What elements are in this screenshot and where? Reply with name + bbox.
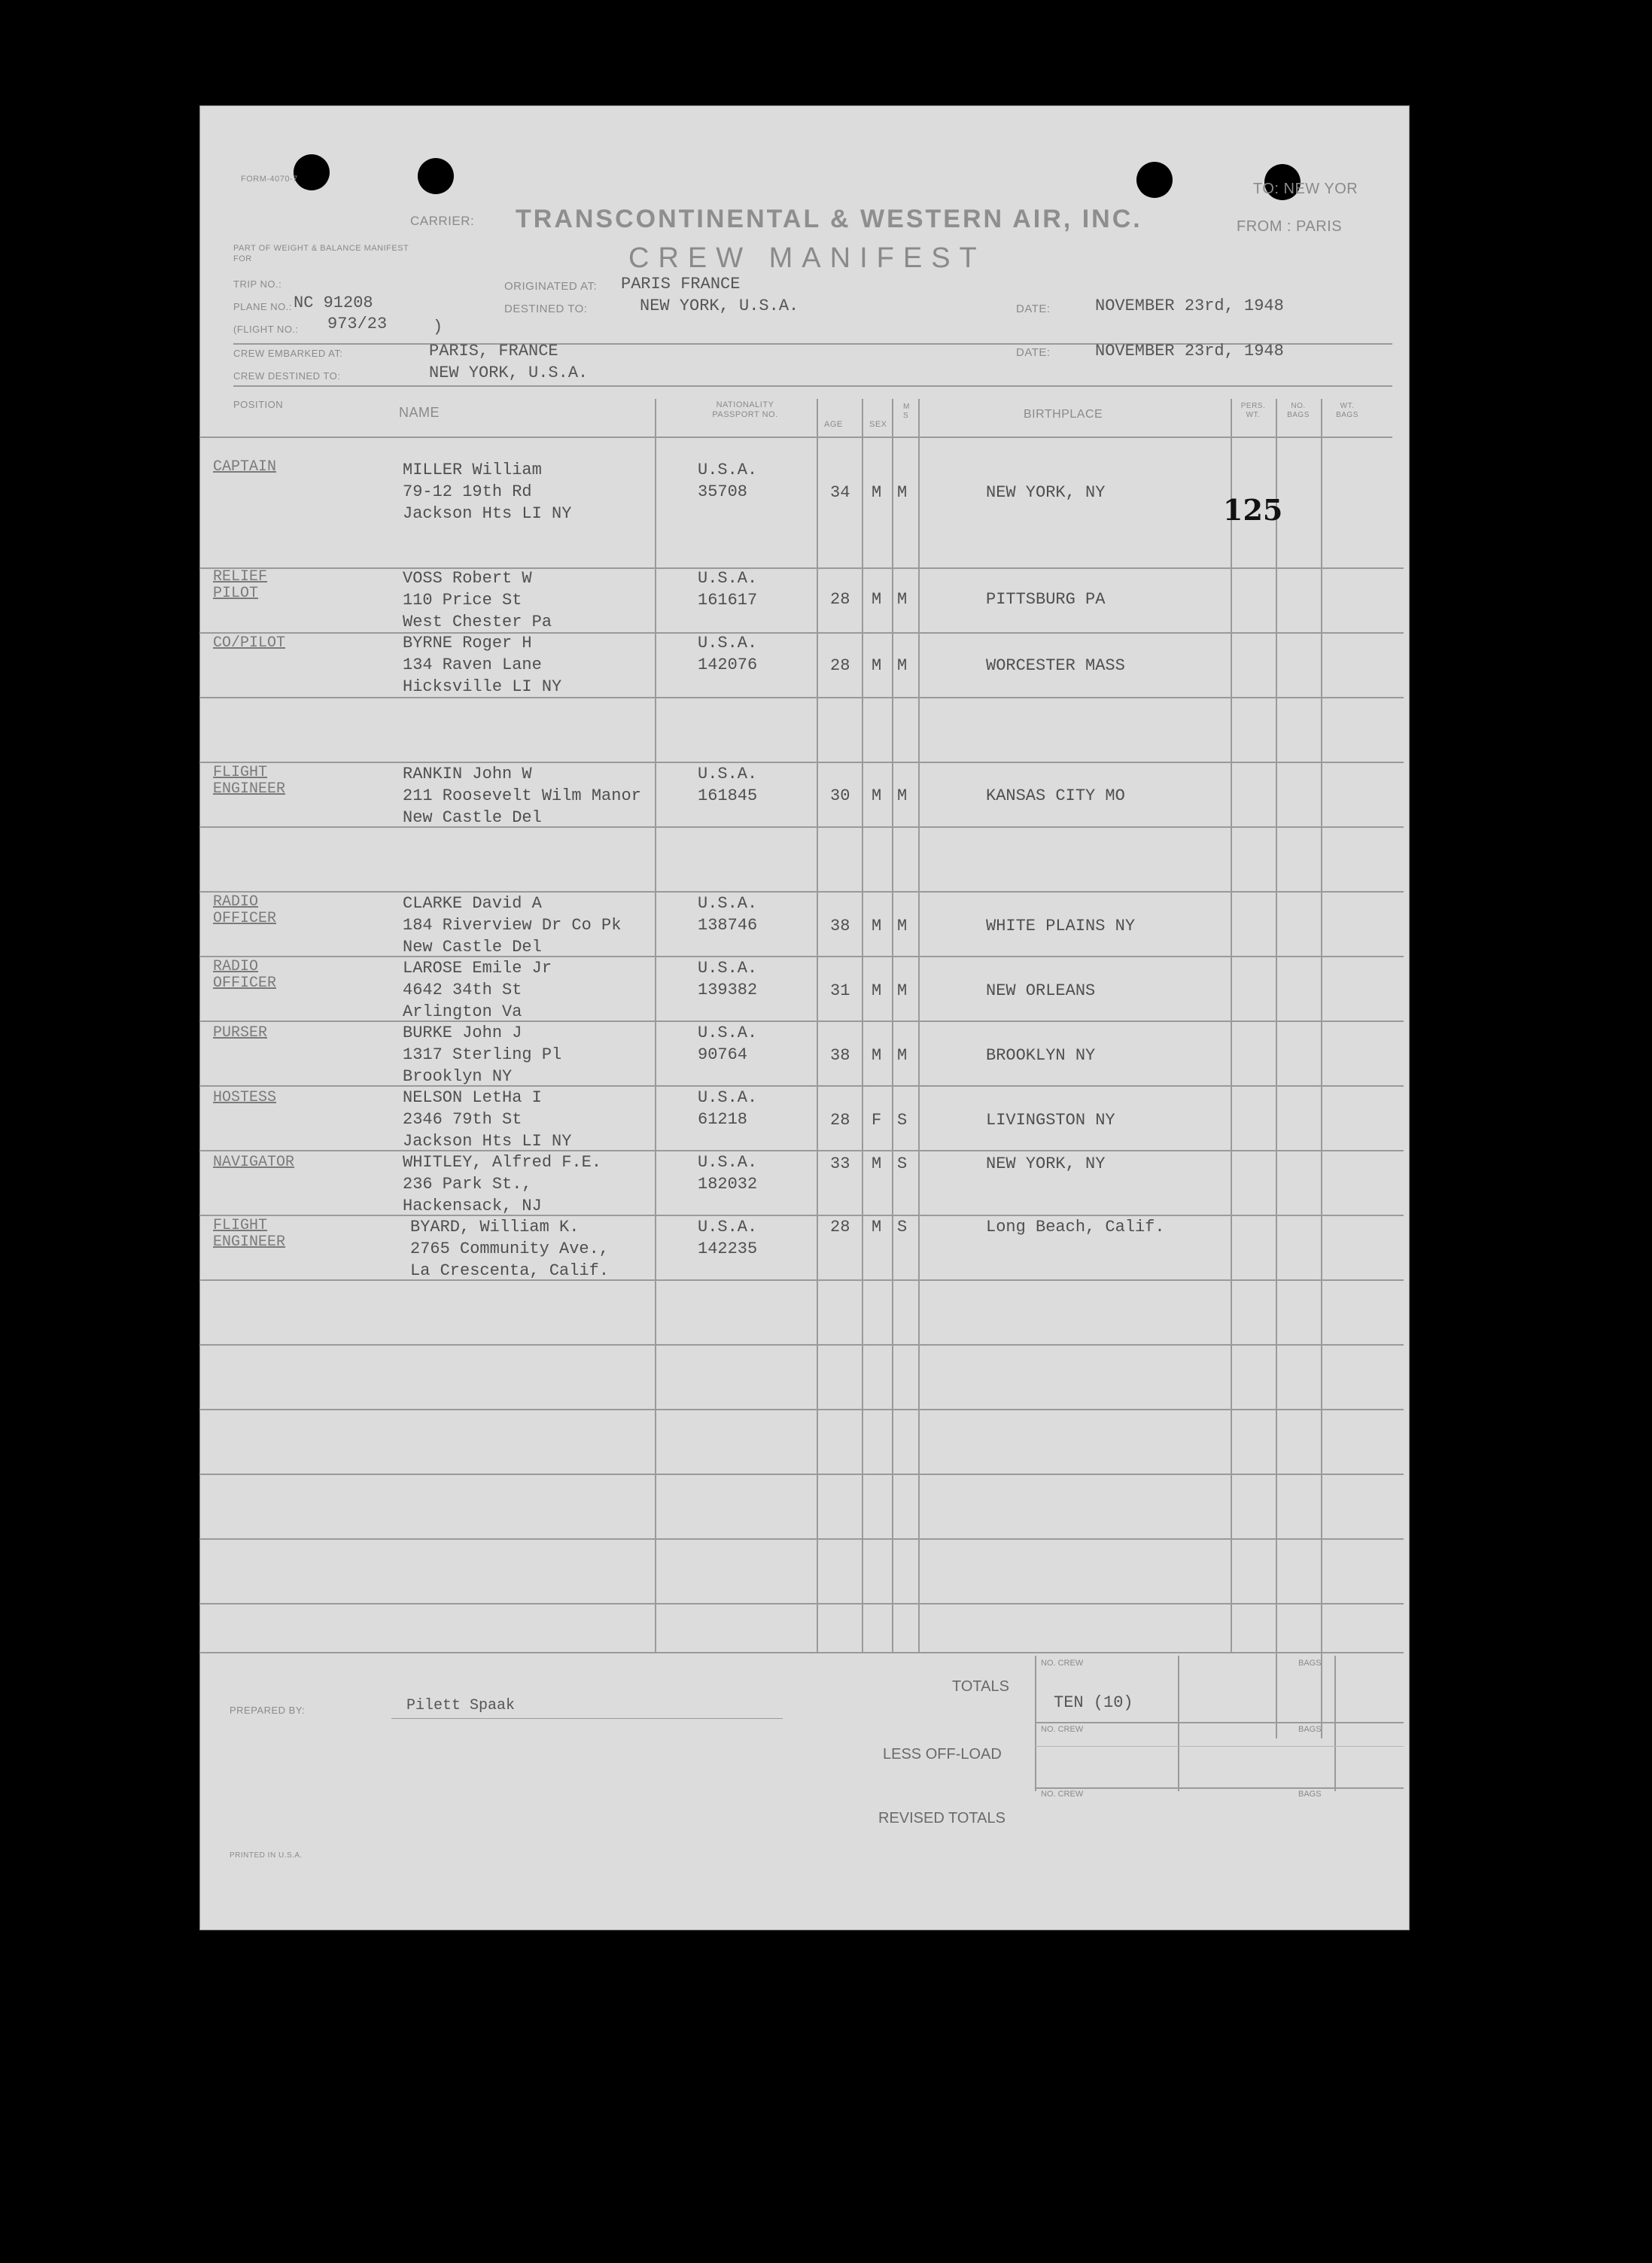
crew-nationality: U.S.A. 90764: [698, 1024, 758, 1064]
weight-stamp: 125: [1223, 493, 1283, 527]
weight-note: PART OF WEIGHT & BALANCE MANIFEST FOR: [233, 244, 409, 263]
crew-sex: M: [872, 1046, 882, 1065]
crew-age: 30: [830, 786, 850, 805]
crew-birthplace: WORCESTER MASS: [986, 656, 1125, 675]
plane-label: PLANE NO.:: [233, 301, 292, 312]
box-edge: [1035, 1746, 1404, 1747]
crew-ms: M: [897, 786, 908, 805]
row-rule: [199, 1279, 1404, 1281]
manifest-sheet: [199, 105, 1410, 1930]
row-rule: [199, 891, 1404, 893]
col-divider: [892, 399, 893, 1652]
flight-value: 973/23: [327, 315, 388, 333]
no-crew-label: NO. CREW: [1041, 1725, 1084, 1734]
crew-embarked-label: CREW EMBARKED AT:: [233, 348, 343, 359]
box-edge: [1178, 1656, 1179, 1791]
date-value: NOVEMBER 23rd, 1948: [1095, 297, 1284, 315]
originated-value: PARIS FRANCE: [621, 275, 741, 294]
crew-ms: M: [897, 1046, 908, 1065]
crew-name: BYRNE Roger H 134 Raven Lane Hicksville LI NY: [403, 634, 562, 696]
trip-label: TRIP NO.:: [233, 278, 282, 290]
no-crew-label: NO. CREW: [1041, 1790, 1084, 1799]
prepared-label: PREPARED BY:: [230, 1705, 306, 1716]
document-title: CREW MANIFEST: [628, 242, 986, 274]
crew-position: FLIGHT ENGINEER: [213, 764, 286, 798]
flight-close: ): [433, 318, 443, 336]
crew-sex: M: [872, 483, 882, 502]
crew-nationality: U.S.A. 35708: [698, 461, 758, 501]
crew-birthplace: LIVINGSTON NY: [986, 1111, 1115, 1130]
col-age: AGE: [824, 420, 843, 429]
crew-sex: M: [872, 1154, 882, 1173]
to-note: TO: NEW YOR: [1253, 181, 1358, 197]
crew-age: 28: [830, 1111, 850, 1130]
crew-age: 28: [830, 1218, 850, 1236]
col-divider: [655, 399, 656, 1652]
crew-age: 31: [830, 981, 850, 1000]
destined-label: DESTINED TO:: [504, 303, 588, 315]
carrier-label: CARRIER:: [410, 214, 475, 228]
crew-ms: M: [897, 590, 908, 609]
col-ms: M S: [903, 403, 910, 420]
revised-totals-label: REVISED TOTALS: [878, 1810, 1005, 1827]
crew-sex: M: [872, 1218, 882, 1236]
crew-position: CO/PILOT: [213, 634, 286, 652]
punch-hole: [294, 154, 330, 190]
col-name: NAME: [399, 405, 440, 420]
punch-hole: [1136, 162, 1173, 198]
col-position: POSITION: [233, 399, 284, 410]
crew-birthplace: Long Beach, Calif.: [986, 1218, 1165, 1236]
crew-nationality: U.S.A. 161845: [698, 765, 758, 805]
row-rule: [199, 1215, 1404, 1216]
crew-sex: M: [872, 981, 882, 1000]
crew-total-value: TEN (10): [1054, 1693, 1133, 1712]
crew-birthplace: NEW YORK, NY: [986, 483, 1106, 502]
destined-value: NEW YORK, U.S.A.: [640, 297, 799, 315]
crew-birthplace: KANSAS CITY MO: [986, 786, 1125, 805]
row-rule: [199, 1085, 1404, 1087]
crew-position: RELIEF PILOT: [213, 568, 268, 602]
col-wt-bags: WT. BAGS: [1336, 402, 1358, 419]
carrier-name: TRANSCONTINENTAL & WESTERN AIR, INC.: [516, 205, 1142, 233]
totals-label: TOTALS: [952, 1678, 1009, 1695]
bags-label: BAGS: [1298, 1790, 1322, 1799]
col-pers-wt: PERS. WT.: [1240, 402, 1266, 419]
no-crew-label: NO. CREW: [1041, 1659, 1084, 1668]
crew-nationality: U.S.A. 138746: [698, 894, 758, 935]
crew-sex: M: [872, 656, 882, 675]
flight-label: (FLIGHT NO.:: [233, 324, 299, 335]
crew-name: CLARKE David A 184 Riverview Dr Co Pk New Castle Del: [403, 894, 622, 957]
col-no-bags: NO. BAGS: [1287, 402, 1310, 419]
crew-ms: S: [897, 1218, 908, 1236]
originated-label: ORIGINATED AT:: [504, 280, 598, 293]
crew-age: 33: [830, 1154, 850, 1173]
row-rule: [199, 1150, 1404, 1151]
crew-name: WHITLEY, Alfred F.E. 236 Park St., Hackensack, NJ: [403, 1153, 602, 1215]
row-rule: [199, 1344, 1404, 1346]
crew-sex: M: [872, 786, 882, 805]
col-divider: [817, 399, 818, 1652]
box-edge: [1035, 1787, 1404, 1789]
crew-ms: M: [897, 656, 908, 675]
crew-age: 34: [830, 483, 850, 502]
bags-label: BAGS: [1298, 1659, 1322, 1668]
col-divider: [1231, 399, 1232, 1652]
crew-birthplace: BROOKLYN NY: [986, 1046, 1096, 1065]
less-offload-label: LESS OFF-LOAD: [883, 1746, 1002, 1763]
crew-name: NELSON LetHa I 2346 79th St Jackson Hts LI NY: [403, 1088, 572, 1151]
crew-birthplace: PITTSBURG PA: [986, 590, 1106, 609]
crew-ms: S: [897, 1111, 908, 1130]
crew-birthplace: WHITE PLAINS NY: [986, 917, 1136, 935]
row-rule: [199, 632, 1404, 634]
crew-birthplace: NEW YORK, NY: [986, 1154, 1106, 1173]
col-divider: [1321, 399, 1322, 1738]
crew-ms: S: [897, 1154, 908, 1173]
crew-age: 38: [830, 917, 850, 935]
row-rule: [199, 1538, 1404, 1540]
row-rule: [199, 1409, 1404, 1410]
row-rule: [199, 1603, 1404, 1604]
crew-name: RANKIN John W 211 Roosevelt Wilm Manor New Castle Del: [403, 765, 641, 827]
date2-value: NOVEMBER 23rd, 1948: [1095, 342, 1284, 360]
crew-nationality: U.S.A. 142076: [698, 634, 758, 674]
crew-position: FLIGHT ENGINEER: [213, 1217, 286, 1251]
row-rule: [199, 956, 1404, 957]
crew-position: RADIO OFFICER: [213, 958, 277, 992]
crew-sex: F: [872, 1111, 882, 1130]
crew-name: LAROSE Emile Jr 4642 34th St Arlington Va: [403, 959, 552, 1021]
row-rule: [199, 762, 1404, 763]
crew-nationality: U.S.A. 182032: [698, 1153, 758, 1194]
col-birthplace: BIRTHPLACE: [1024, 408, 1103, 421]
crew-position: NAVIGATOR: [213, 1154, 295, 1171]
crew-nationality: U.S.A. 161617: [698, 569, 758, 610]
col-sex: SEX: [869, 420, 887, 429]
form-number: FORM-4070-7: [241, 175, 298, 184]
col-divider: [1276, 399, 1277, 1738]
rule: [199, 436, 1392, 438]
crew-name: VOSS Robert W 110 Price St West Chester Pa: [403, 569, 552, 631]
row-rule: [199, 1474, 1404, 1475]
col-nationality: NATIONALITY PASSPORT NO.: [712, 400, 778, 419]
crew-age: 28: [830, 656, 850, 675]
box-edge: [1035, 1656, 1036, 1791]
rule: [233, 385, 1392, 387]
crew-destined-value: NEW YORK, U.S.A.: [429, 363, 589, 382]
crew-ms: M: [897, 483, 908, 502]
punch-hole: [418, 158, 454, 194]
crew-ms: M: [897, 917, 908, 935]
crew-nationality: U.S.A. 139382: [698, 959, 758, 999]
crew-name: MILLER William 79-12 19th Rd Jackson Hts LI NY: [403, 461, 572, 523]
crew-position: HOSTESS: [213, 1089, 277, 1106]
crew-age: 28: [830, 590, 850, 609]
crew-nationality: U.S.A. 61218: [698, 1088, 758, 1129]
row-rule: [199, 1020, 1404, 1022]
col-divider: [918, 399, 920, 1652]
crew-sex: M: [872, 590, 882, 609]
crew-ms: M: [897, 981, 908, 1000]
row-rule: [199, 1652, 1404, 1653]
crew-position: CAPTAIN: [213, 458, 277, 476]
signature-line: [391, 1718, 783, 1719]
crew-position: RADIO OFFICER: [213, 893, 277, 927]
crew-destined-label: CREW DESTINED TO:: [233, 370, 341, 382]
row-rule: [199, 697, 1404, 698]
row-rule: [199, 567, 1404, 569]
crew-birthplace: NEW ORLEANS: [986, 981, 1096, 1000]
crew-sex: M: [872, 917, 882, 935]
bags-label: BAGS: [1298, 1725, 1322, 1734]
crew-embarked-value: PARIS, FRANCE: [429, 342, 558, 360]
col-divider: [862, 399, 863, 1652]
box-edge: [1035, 1722, 1404, 1723]
from-note: FROM : PARIS: [1237, 218, 1343, 235]
crew-nationality: U.S.A. 142235: [698, 1218, 758, 1258]
crew-age: 38: [830, 1046, 850, 1065]
crew-name: BYARD, William K. 2765 Community Ave., La Crescenta, Calif.: [410, 1218, 610, 1280]
date-label: DATE:: [1016, 303, 1051, 315]
crew-name: BURKE John J 1317 Sterling Pl Brooklyn NY: [403, 1024, 562, 1086]
crew-position: PURSER: [213, 1024, 268, 1042]
row-rule: [199, 826, 1404, 828]
plane-value: NC 91208: [294, 294, 373, 312]
date2-label: DATE:: [1016, 346, 1051, 359]
box-edge: [1334, 1656, 1336, 1791]
prepared-value: Pilett Spaak: [406, 1697, 516, 1714]
printed-note: PRINTED IN U.S.A.: [230, 1851, 303, 1860]
